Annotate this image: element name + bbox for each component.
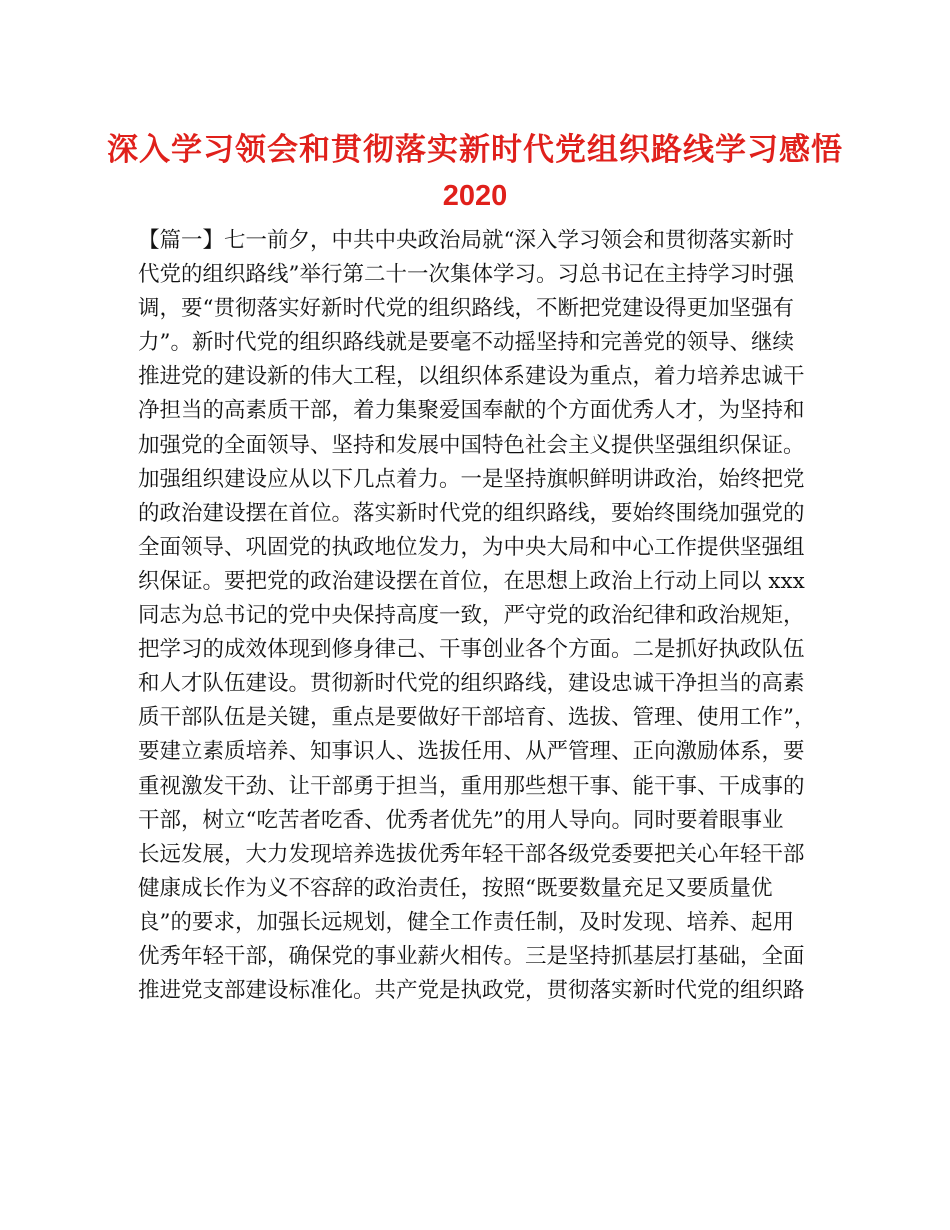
body-text-line: 和人才队伍建设。贯彻新时代党的组织路线，建设忠诚干净担当的高素 bbox=[138, 671, 805, 697]
body-text-line: 净担当的高素质干部，着力集聚爱国奉献的个方面优秀人才，为坚持和 bbox=[138, 398, 805, 424]
body-text-line: 加强组织建设应从以下几点着力。一是坚持旗帜鲜明讲政治，始终把党 bbox=[138, 466, 805, 492]
body-text-line: 质干部队伍是关键，重点是要做好干部培育、选拔、管理、使用工作”， bbox=[138, 705, 816, 731]
document-title-year: 2020 bbox=[442, 180, 508, 212]
body-text-line: 良”的要求，加强长远规划，健全工作责任制，及时发现、培养、起用 bbox=[138, 909, 794, 935]
body-text-line: 的政治建设摆在首位。落实新时代党的组织路线，要始终围绕加强党的 bbox=[138, 500, 805, 526]
body-text-line: 健康成长作为义不容辞的政治责任，按照“既要数量充足又要质量优 bbox=[138, 875, 773, 901]
body-text-line: 要建立素质培养、知事识人、选拔任用、从严管理、正向激励体系，要 bbox=[138, 739, 805, 765]
body-text-line: 全面领导、巩固党的执政地位发力，为中央大局和中心工作提供坚强组 bbox=[138, 534, 805, 560]
document-title: 深入学习领会和贯彻落实新时代党组织路线学习感悟 bbox=[107, 132, 843, 168]
body-text-line: 干部，树立“吃苦者吃香、优秀者优先”的用人导向。同时要着眼事业 bbox=[138, 807, 784, 833]
body-text-line: 长远发展，大力发现培养选拔优秀年轻干部各级党委要把关心年轻干部 bbox=[138, 841, 805, 867]
body-text-line: 调，要“贯彻落实好新时代党的组织路线，不断把党建设得更加坚强有 bbox=[138, 296, 794, 322]
body-text-line: 加强党的全面领导、坚持和发展中国特色社会主义提供坚强组织保证。 bbox=[138, 432, 805, 458]
document-body bbox=[138, 225, 838, 1009]
body-text-line: 推进党的建设新的伟大工程，以组织体系建设为重点，着力培养忠诚干 bbox=[138, 364, 805, 390]
body-text-line: 重视激发干劲、让干部勇于担当，重用那些想干事、能干事、干成事的 bbox=[138, 773, 805, 799]
body-text-line: 优秀年轻干部，确保党的事业薪火相传。三是坚持抓基层打基础，全面 bbox=[138, 943, 805, 969]
body-text-line: 同志为总书记的党中央保持高度一致，严守党的政治纪律和政治规矩， bbox=[138, 603, 805, 629]
body-text-line: 【篇一】七一前夕，中共中央政治局就“深入学习领会和贯彻落实新时 bbox=[138, 228, 794, 253]
body-text-line: 力”。新时代党的组织路线就是要毫不动摇坚持和完善党的领导、继续 bbox=[138, 330, 794, 356]
body-text-line: 织保证。要把党的政治建设摆在首位，在思想上政治上行动上同以 xxx bbox=[138, 568, 805, 594]
body-text-line: 推进党支部建设标准化。共产党是执政党，贯彻落实新时代党的组织路 bbox=[138, 978, 805, 1004]
body-text-line: 把学习的成效体现到修身律己、干事创业各个方面。二是抓好执政队伍 bbox=[138, 637, 805, 663]
body-text-line: 代党的组织路线”举行第二十一次集体学习。习总书记在主持学习时强 bbox=[138, 262, 794, 288]
